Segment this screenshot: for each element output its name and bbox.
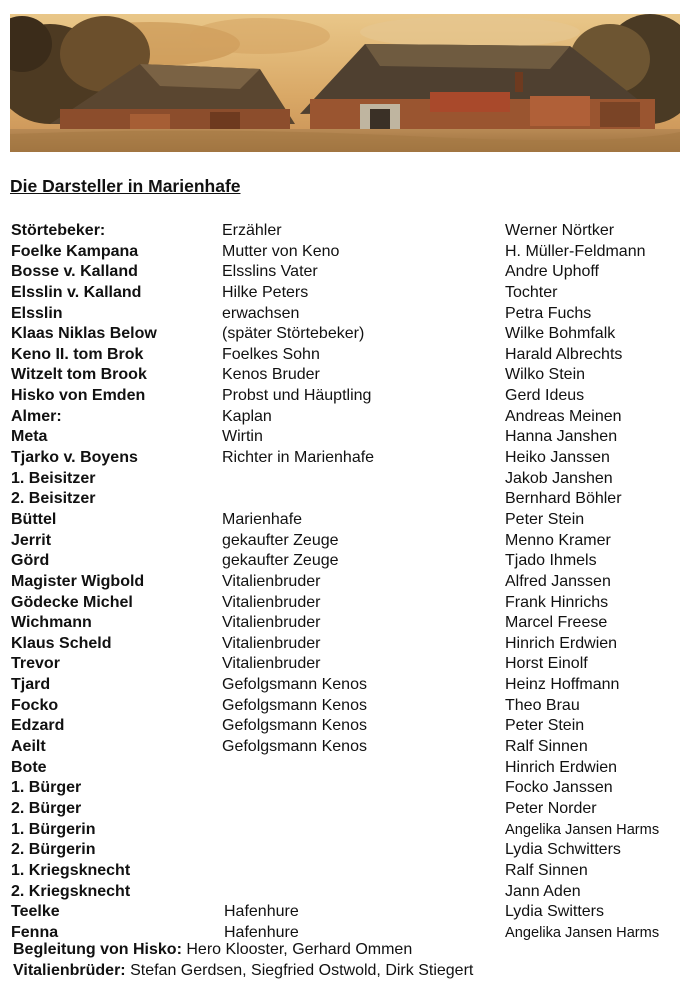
cast-actor: Jann Aden [505, 882, 581, 900]
cast-actor: Ralf Sinnen [505, 738, 588, 756]
cast-role: Kenos Bruder [222, 366, 320, 384]
cast-actor: Werner Nörtker [505, 222, 615, 239]
cast-row [0, 840, 700, 861]
cast-row [0, 613, 700, 634]
cast-role: Hafenhure [224, 923, 299, 941]
cast-row [0, 448, 700, 469]
cast-name: Foelke Kampana [11, 242, 139, 260]
cast-role: Vitalienbruder [222, 634, 321, 652]
cast-actor: Lydia Schwitters [505, 841, 621, 859]
cast-actor: Wilke Bohmfalk [505, 325, 616, 343]
cast-name: Bote [11, 758, 47, 776]
cast-name: Görd [11, 552, 50, 570]
cast-row [0, 531, 700, 552]
cast-name: Elsslin v. Kalland [11, 283, 142, 301]
cast-actor: Gerd Ideus [505, 387, 585, 405]
cast-row [0, 572, 700, 593]
cast-actor: Angelika Jansen Harms [505, 924, 660, 941]
cast-role: Vitalienbruder [222, 655, 321, 673]
cast-name: 1. Kriegsknecht [11, 861, 131, 879]
cast-name: 2. Kriegsknecht [11, 882, 131, 900]
cast-actor: H. Müller-Feldmann [505, 242, 646, 260]
brothers-names: Stefan Gerdsen, Siegfried Ostwold, Dirk Stiegert [130, 962, 474, 979]
escort-label: Begleitung von Hisko: [13, 941, 182, 958]
cast-row [0, 324, 700, 345]
cast-name: 2. Beisitzer [11, 490, 96, 508]
cast-row [0, 345, 700, 366]
cast-actor: Menno Kramer [505, 531, 611, 549]
cast-role: Mutter von Keno [222, 242, 340, 260]
cast-role: Vitalienbruder [222, 572, 321, 590]
cast-row [0, 469, 700, 490]
cast-actor: Andre Uphoff [505, 263, 599, 281]
cast-actor: Andreas Meinen [505, 407, 622, 425]
cast-actor: Hinrich Erdwien [505, 634, 618, 652]
cast-role: Hilke Peters [222, 283, 309, 301]
cast-name: Aeilt [11, 738, 46, 756]
cast-role: Elsslins Vater [222, 263, 318, 281]
cast-name: Witzelt tom Brook [11, 366, 147, 384]
cast-row [0, 820, 700, 841]
cast-actor: Hinrich Erdwien [505, 758, 618, 776]
cast-row [0, 262, 700, 283]
cast-row [0, 386, 700, 407]
header-painting [10, 14, 680, 152]
cast-row [0, 365, 700, 386]
cast-row [0, 861, 700, 882]
cast-row [0, 427, 700, 448]
cast-name: Bosse v. Kalland [11, 263, 138, 281]
cast-role: Gefolgsmann Kenos [222, 696, 367, 714]
cast-row [0, 489, 700, 510]
cast-role: Vitalienbruder [222, 593, 321, 611]
cast-actor: Frank Hinrichs [505, 593, 609, 611]
cast-row [0, 902, 700, 923]
cast-actor: Tochter [505, 283, 558, 301]
cast-row [0, 593, 700, 614]
cast-actor: Jakob Janshen [505, 469, 613, 487]
cast-actor: Peter Norder [505, 799, 597, 817]
cast-name: Trevor [11, 655, 60, 673]
cast-actor: Horst Einolf [505, 655, 588, 673]
cast-name: Magister Wigbold [11, 572, 145, 590]
cast-name: Tjard [11, 676, 51, 694]
cast-actor: Tjado Ihmels [505, 552, 597, 570]
farmhouse-painting-image [10, 14, 680, 152]
footer-escort [13, 940, 412, 960]
cast-name: Klaas Niklas Below [11, 325, 157, 343]
cast-role: erwachsen [222, 304, 300, 322]
cast-role: Kaplan [222, 407, 272, 425]
cast-role: Marienhafe [222, 510, 303, 528]
cast-row [0, 675, 700, 696]
cast-actor: Harald Albrechts [505, 345, 623, 363]
cast-row [0, 283, 700, 304]
brothers-label: Vitalienbrüder: [13, 962, 126, 979]
cast-role: Gefolgsmann Kenos [222, 738, 367, 756]
cast-role: Erzähler [222, 222, 282, 239]
cast-row [0, 551, 700, 572]
cast-actor: Peter Stein [505, 717, 585, 735]
cast-actor: Ralf Sinnen [505, 861, 588, 879]
cast-name: Edzard [11, 717, 65, 735]
cast-name: Büttel [11, 510, 57, 528]
cast-name: 1. Beisitzer [11, 469, 96, 487]
cast-actor: Focko Janssen [505, 779, 613, 797]
cast-actor: Wilko Stein [505, 366, 586, 384]
cast-role: gekaufter Zeuge [222, 552, 339, 570]
cast-row [0, 696, 700, 717]
cast-name: Elsslin [11, 304, 63, 322]
cast-row [0, 242, 700, 263]
cast-name: 1. Bürgerin [11, 820, 96, 838]
cast-name: Teelke [11, 903, 60, 921]
cast-name: Klaus Scheld [11, 634, 112, 652]
cast-row [0, 221, 700, 242]
cast-row [0, 634, 700, 655]
cast-name: 2. Bürger [11, 799, 82, 817]
cast-row [0, 737, 700, 758]
cast-role: gekaufter Zeuge [222, 531, 339, 549]
cast-actor: Marcel Freese [505, 614, 608, 632]
cast-name: 1. Bürger [11, 779, 82, 797]
cast-name: Wichmann [11, 614, 92, 632]
cast-name: Gödecke Michel [11, 593, 133, 611]
cast-row [0, 510, 700, 531]
cast-row [0, 758, 700, 779]
cast-role: Wirtin [222, 428, 263, 446]
cast-name: Jerrit [11, 531, 52, 549]
cast-row [0, 882, 700, 903]
cast-name: 2. Bürgerin [11, 841, 96, 859]
footer-vitalienbrueder [13, 961, 473, 981]
page-title: Die Darsteller in Marienhafe [10, 176, 241, 196]
cast-name: Focko [11, 696, 59, 714]
cast-actor: Petra Fuchs [505, 304, 592, 322]
cast-role: Foelkes Sohn [222, 345, 320, 363]
cast-list [0, 221, 700, 943]
cast-name: Tjarko v. Boyens [11, 449, 138, 467]
escort-names: Hero Klooster, Gerhard Ommen [186, 941, 413, 958]
cast-actor: Heiko Janssen [505, 449, 610, 467]
cast-actor: Theo Brau [505, 696, 580, 714]
cast-role: Vitalienbruder [222, 614, 321, 632]
cast-actor: Hanna Janshen [505, 428, 618, 446]
cast-actor: Angelika Jansen Harms [505, 821, 660, 838]
cast-row [0, 799, 700, 820]
cast-name: Störtebeker: [11, 222, 106, 239]
cast-row [0, 407, 700, 428]
cast-role: (später Störtebeker) [222, 325, 365, 343]
cast-name: Almer: [11, 407, 62, 425]
cast-name: Hisko von Emden [11, 387, 146, 405]
cast-role: Richter in Marienhafe [222, 449, 375, 467]
cast-role: Gefolgsmann Kenos [222, 676, 367, 694]
cast-role: Gefolgsmann Kenos [222, 717, 367, 735]
cast-name: Keno II. tom Brok [11, 345, 144, 363]
cast-actor: Heinz Hoffmann [505, 676, 620, 694]
cast-row [0, 778, 700, 799]
cast-role: Hafenhure [224, 903, 299, 921]
cast-row [0, 304, 700, 325]
cast-actor: Bernhard Böhler [505, 490, 622, 508]
cast-row [0, 654, 700, 675]
cast-name: Meta [11, 428, 48, 446]
cast-role: Probst und Häuptling [222, 387, 372, 405]
cast-actor: Lydia Switters [505, 903, 604, 921]
cast-row [0, 716, 700, 737]
cast-actor: Alfred Janssen [505, 572, 611, 590]
cast-actor: Peter Stein [505, 510, 585, 528]
cast-name: Fenna [11, 923, 59, 941]
